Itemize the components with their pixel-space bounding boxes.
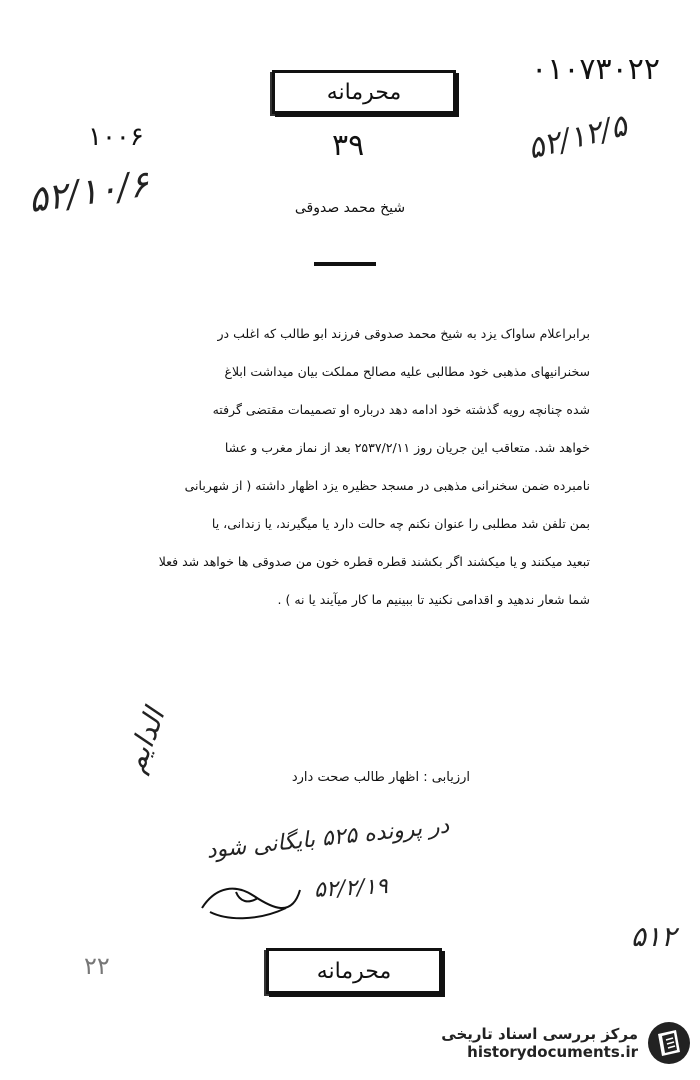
body-line-2: سخنرانیهای مذهبی خود مطالبی علیه مصالح مملکت بیان میداشت ابلاغ (224, 364, 590, 379)
evaluation-line: ارزیابی : اظهار طالب صحت دارد (291, 770, 470, 785)
page-number: ۳۹ (332, 128, 365, 163)
document-title: شیخ محمد صدوقی (294, 200, 406, 216)
body-line-7: تبعید میکنند و یا میکشند اگر بکشند قطره قطره خون من صدوقی ها خواهد شد فعلا (158, 554, 590, 569)
signature-scribble (196, 878, 306, 924)
confidential-stamp-bottom (266, 948, 442, 994)
handwritten-date-note: ۵۲/۲/۱۹ (313, 874, 389, 903)
handwritten-margin-note: الدایم (117, 704, 172, 777)
body-line-8: شما شعار ندهید و اقدامی نکنید تا ببینیم ما کار میآیند یا نه ) . (277, 592, 590, 607)
title-underline (314, 262, 376, 266)
confidential-stamp-bottom-label: محرمانه (316, 958, 392, 984)
archive-watermark (402, 1014, 692, 1072)
handwritten-filing-note: در پرونده ۵۲۵ بایگانی شود (205, 813, 451, 864)
confidential-stamp-top (272, 70, 456, 114)
handwritten-right-margin: ۵۱۲ (630, 920, 676, 953)
watermark-text (441, 1025, 638, 1061)
archive-logo-icon (646, 1020, 692, 1066)
body-line-1: برابراعلام ساواک یزد به شیخ محمد صدوقی فرزند ابو طالب که اغلب در (217, 326, 590, 341)
body-line-4: خواهد شد. متعاقب این جریان روز ۲۵۳۷/۲/۱۱ بعد از نماز مغرب و عشا (224, 440, 590, 455)
handwritten-bottom-left: ۲۲ (84, 952, 110, 980)
report-body (110, 322, 590, 626)
confidential-stamp-top-label: محرمانه (326, 79, 402, 105)
handwritten-date-top-left: ۵۲/۱۰/۶ (25, 163, 152, 222)
body-line-5: نامبرده ضمن سخنرانی مذهبی در مسجد حظیره یزد اظهار داشته ( از شهربانی (184, 478, 590, 493)
watermark-persian: مرکز بررسی اسناد تاریخی (441, 1025, 638, 1043)
body-line-6: بمن تلفن شد مطلبی را عنوان نکنم چه حالت دارد یا میگیرند، یا زندانی، یا (211, 516, 590, 531)
body-line-3: شده چنانچه رویه گذشته خود ادامه دهد درباره او تصمیمات مقتضی گرفته (212, 402, 590, 417)
file-number: ۱۰۰۶ (88, 122, 144, 152)
document-number: ۰۱۰۷۳۰۲۲ (531, 52, 660, 87)
handwritten-date-top-right: ۵۲/۱۲/۵ (524, 108, 631, 167)
watermark-url: historydocuments.ir (467, 1043, 638, 1061)
